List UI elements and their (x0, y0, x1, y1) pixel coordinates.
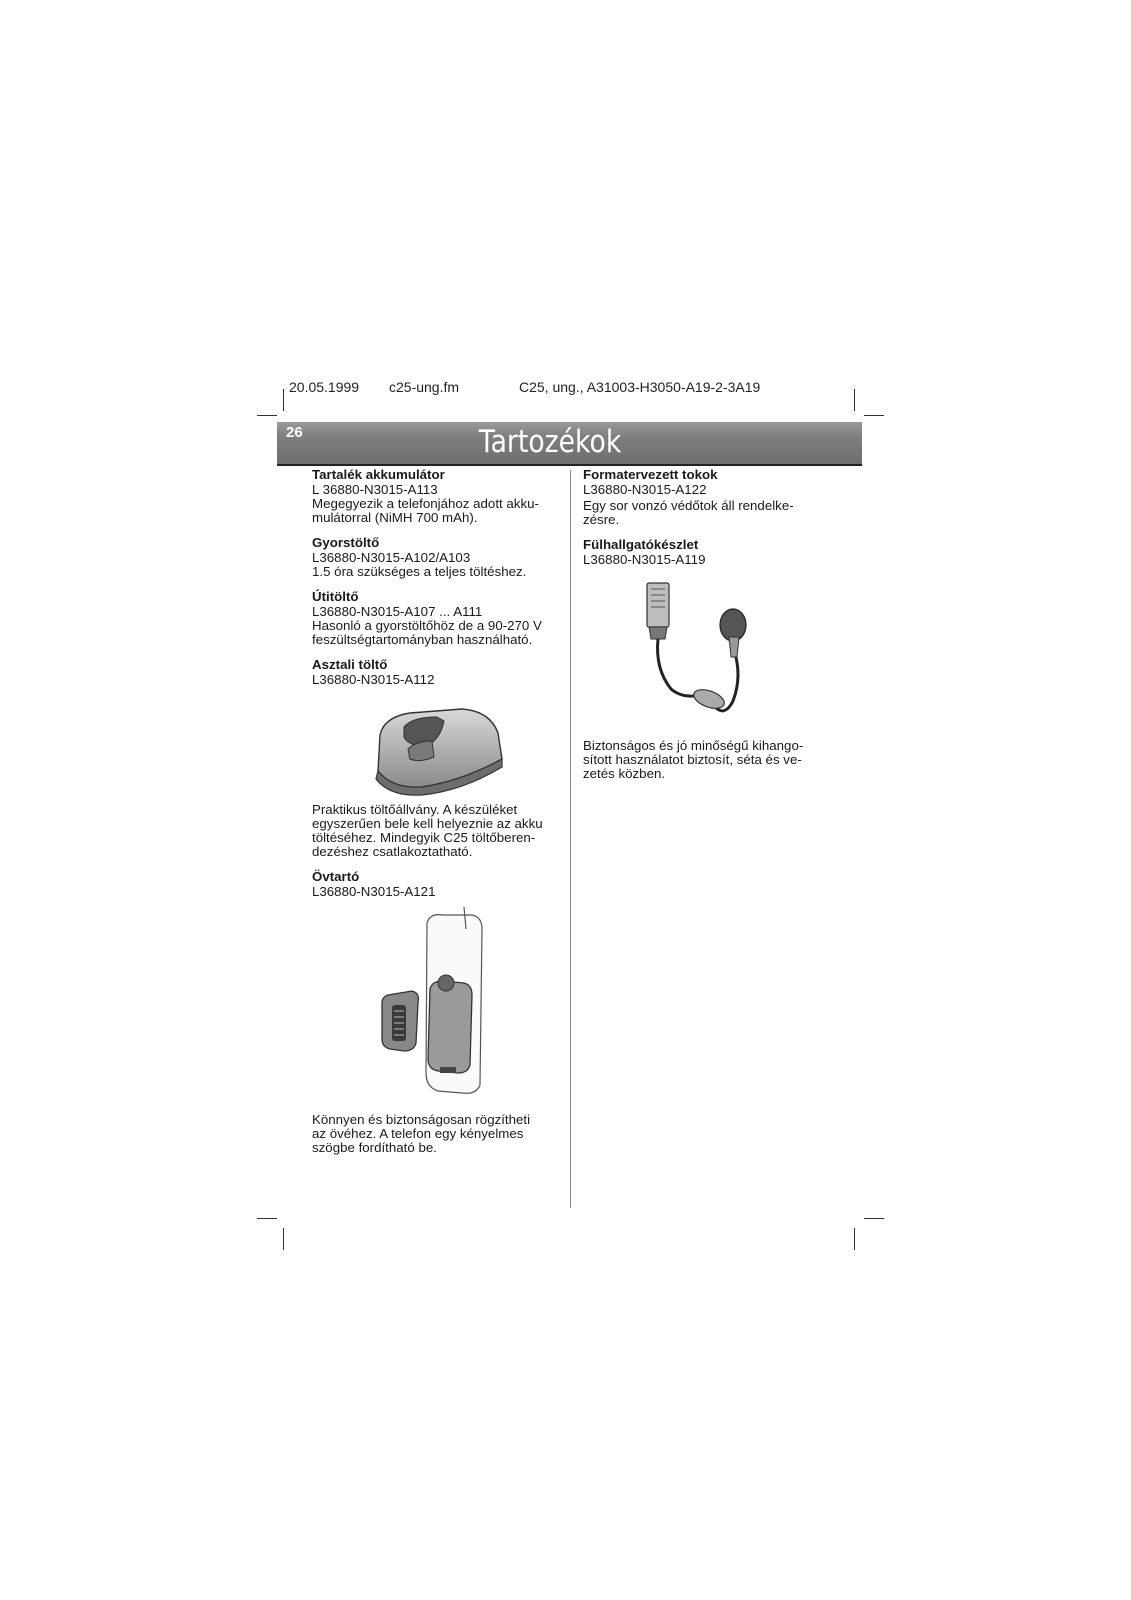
accessory-code: L36880-N3015-A122 (583, 482, 707, 497)
accessory-description: Egy sor vonzó védőtok áll rendelke- zésre. (583, 498, 794, 527)
crop-mark (864, 1218, 884, 1219)
crop-mark (864, 415, 884, 416)
accessory-title: Tartalék akkumulátor (312, 467, 445, 482)
crop-mark (257, 1218, 277, 1219)
crop-mark (854, 389, 855, 411)
accessory-item (312, 535, 562, 579)
accessory-description: Biztonságos és jó minőségű kihango- sított használatot biztosít, séta és ve- zetés közben. (583, 738, 804, 781)
chapter-title: Tartozékok (478, 424, 622, 460)
print-doc-ref: C25, ung., A31003-H3050-A19-2-3A19 (519, 379, 761, 395)
accessory-title: Útitöltő (312, 589, 359, 604)
accessory-title: Fülhallgatókészlet (583, 537, 699, 552)
accessory-description: Könnyen és biztonságosan rögzítheti az övéhez. A telefon egy kényelmes szögbe fordítható be. (312, 1112, 531, 1155)
accessory-item (312, 467, 562, 525)
crop-mark (257, 415, 277, 416)
left-column (312, 467, 562, 1165)
crop-mark (283, 389, 284, 411)
print-date: 20.05.1999 (289, 379, 360, 395)
crop-mark (854, 1228, 855, 1250)
belt-clip-illustration (312, 903, 562, 1103)
headset-illustration (583, 577, 823, 727)
right-column (583, 467, 823, 791)
column-divider (570, 470, 571, 1208)
print-filename: c25-ung.fm (389, 379, 460, 395)
accessory-description: Megegyezik a telefonjához adott akku- mulátorral (NiMH 700 mAh). (312, 496, 539, 525)
accessory-item (312, 589, 562, 647)
accessory-code: L36880-N3015-A112 (312, 672, 435, 687)
accessory-item (583, 467, 823, 527)
accessory-title: Övtartó (312, 869, 360, 884)
accessory-item (312, 869, 562, 1155)
accessory-description: Hasonló a gyorstöltőhöz de a 90-270 V feszültségtartományban használható. (312, 618, 542, 647)
crop-mark (283, 1228, 284, 1250)
accessory-item (583, 537, 823, 781)
accessory-code: L36880-N3015-A121 (312, 884, 436, 899)
accessory-title: Gyorstöltő (312, 535, 380, 550)
desk-charger-illustration (312, 697, 562, 797)
accessory-code: L36880-N3015-A102/A103 (312, 550, 471, 565)
accessory-item (312, 657, 562, 859)
accessory-description: Praktikus töltőállvány. A készüléket egyszerűen bele kell helyeznie az akku töltéséhez. Mindegyik C25 töltőberen- dezéshez csatlakoztatható. (312, 802, 543, 859)
accessory-title: Asztali töltő (312, 657, 388, 672)
accessory-code: L36880-N3015-A107 ... A111 (312, 604, 483, 619)
accessory-code: L 36880-N3015-A113 (312, 482, 438, 497)
accessory-code: L36880-N3015-A119 (583, 552, 706, 567)
accessory-description: 1.5 óra szükséges a teljes töltéshez. (312, 564, 527, 579)
accessory-title: Formatervezett tokok (583, 467, 718, 482)
page-number: 26 (286, 424, 303, 441)
